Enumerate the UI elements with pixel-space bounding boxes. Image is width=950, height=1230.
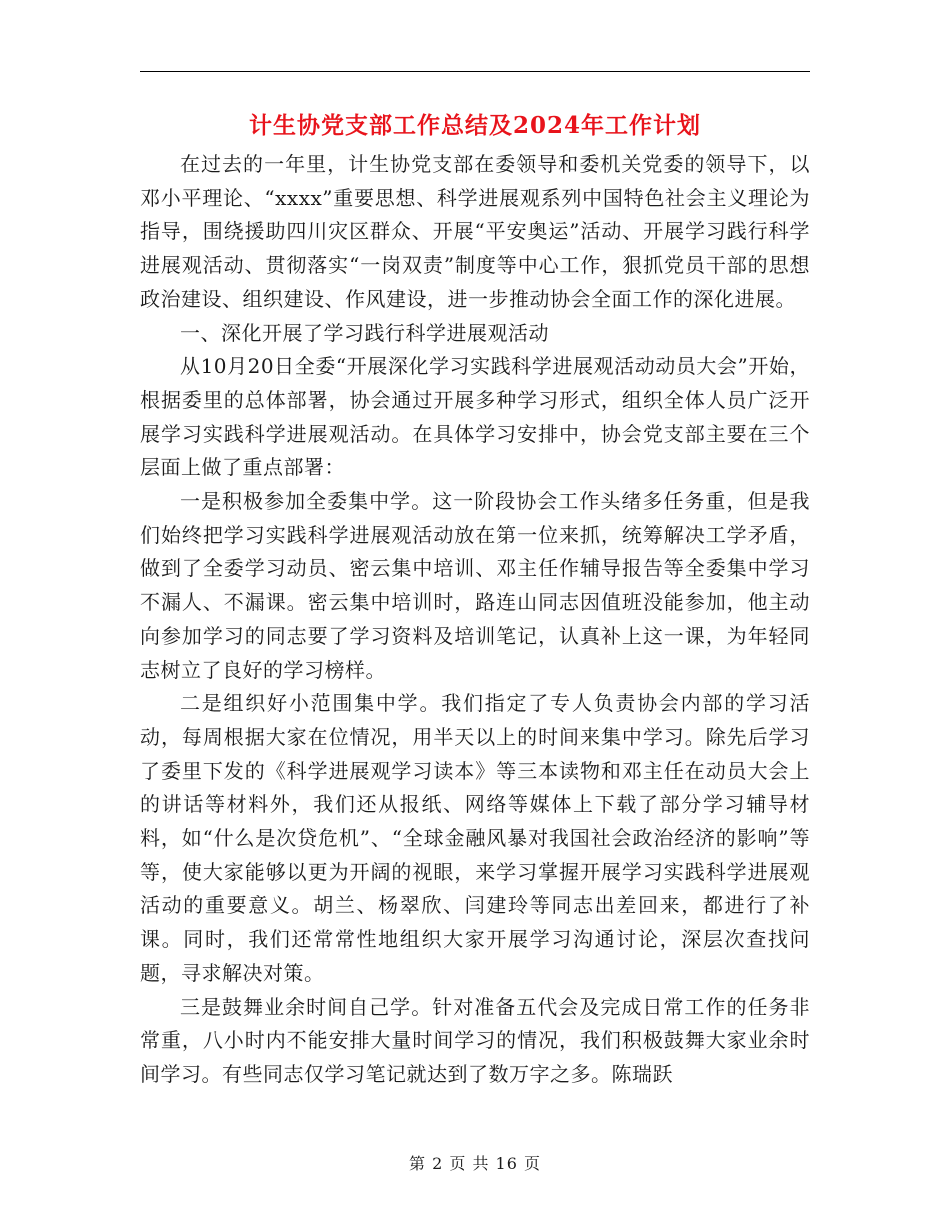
document-body — [140, 148, 810, 1092]
paragraph-point-3: 三是鼓舞业余时间自己学。针对准备五代会及完成日常工作的任务非常重，八小时内不能安排大量时间学习的情况，我们积极鼓舞大家业余时间学习。有些同志仅学习笔记就达到了数万字之多。陈瑞跃 — [140, 994, 810, 1086]
document-title: 计生协党支部工作总结及2024年工作计划 — [248, 112, 701, 139]
page-number: 第 2 页 共 16 页 — [409, 1154, 541, 1173]
section-heading-1: 一、深化开展了学习践行科学进展观活动 — [180, 320, 549, 345]
paragraph-intro: 在过去的一年里，计生协党支部在委领导和委机关党委的领导下，以邓小平理论、“xxxx”重要思想、科学进展观系列中国特色社会主义理论为指导，围绕援助四川灾区群众、开展“平安奥运”活动、开展学习践行科学进展观活动、贯彻落实“一岗双责”制度等中心工作，狠抓党员干部的思想政治建设、组织建设、作风建设，进一步推动协会全面工作的深化进展。 — [140, 152, 810, 311]
header-rule — [140, 71, 810, 72]
paragraph-mobilization: 从10月20日全委“开展深化学习实践科学进展观活动动员大会”开始，根据委里的总体部署，协会通过开展多种学习形式，组织全体人员广泛开展学习实践科学进展观活动。在具体学习安排中，协会党支部主要在三个层面上做了重点部署： — [140, 354, 810, 480]
paragraph-point-1: 一是积极参加全委集中学。这一阶段协会工作头绪多任务重，但是我们始终把学习实践科学进展观活动放在第一位来抓，统筹解决工学矛盾，做到了全委学习动员、密云集中培训、邓主任作辅导报告等全委集中学习不漏人、不漏课。密云集中培训时，路连山同志因值班没能参加，他主动向参加学习的同志要了学习资料及培训笔记，认真补上这一课，为年轻同志树立了良好的学习榜样。 — [140, 489, 810, 682]
paragraph-point-2: 二是组织好小范围集中学。我们指定了专人负责协会内部的学习活动，每周根据大家在位情况，用半天以上的时间来集中学习。除先后学习了委里下发的《科学进展观学习读本》等三本读物和邓主任在动员大会上的讲话等材料外，我们还从报纸、网络等媒体上下载了部分学习辅导材料，如“什么是次贷危机”、“全球金融风暴对我国社会政治经济的影响”等等，使大家能够以更为开阔的视眼，来学习掌握开展学习实践科学进展观活动的重要意义。胡兰、杨翠欣、闫建玲等同志出差回来，都进行了补课。同时，我们还常常性地组织大家开展学习沟通讨论，深层次查找问题，寻求解决对策。 — [140, 691, 810, 985]
